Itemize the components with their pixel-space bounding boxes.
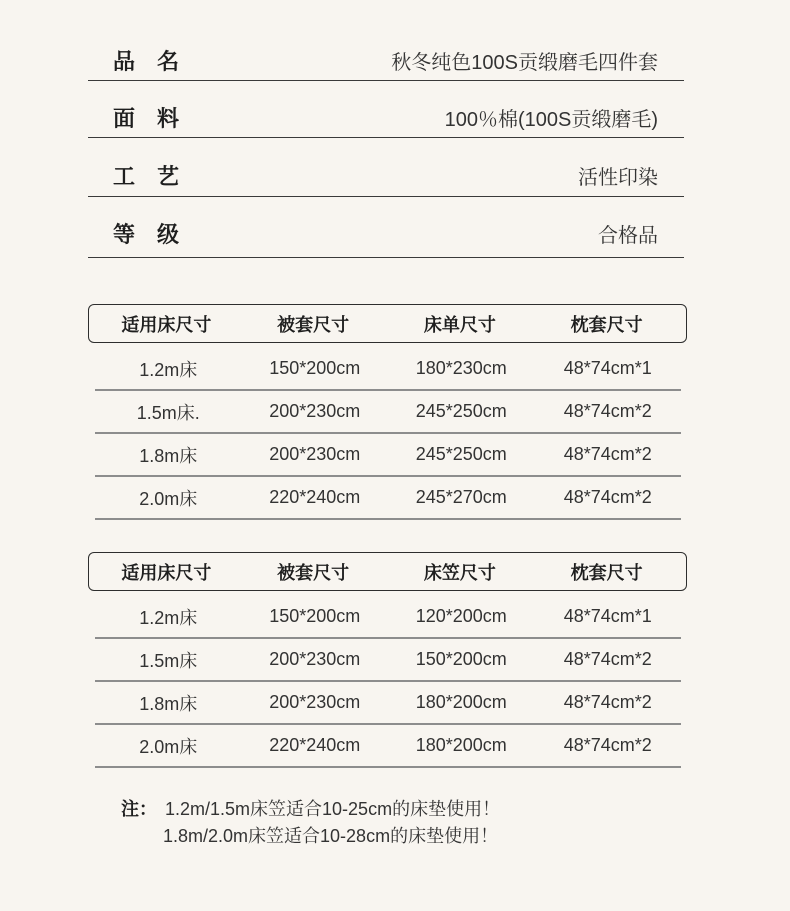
table-row	[95, 348, 681, 391]
column-header: 适用床尺寸	[121, 314, 212, 335]
note-line: 1.8m/2.0m床笠适合10-28cm的床垫使用！	[163, 826, 499, 846]
column-header: 适用床尺寸	[121, 562, 212, 583]
sheet-table-header	[88, 304, 687, 343]
fitted-table-body	[95, 596, 681, 768]
table-row	[95, 682, 681, 725]
table-cell: 48*74cm*2	[563, 649, 652, 669]
spec-label: 工艺	[113, 163, 202, 189]
spec-value: 合格品	[598, 225, 658, 247]
table-cell: 150*200cm	[415, 649, 507, 669]
table-cell: 180*200cm	[415, 692, 507, 712]
table-cell: 48*74cm*2	[563, 735, 652, 755]
table-cell: 150*200cm	[269, 606, 361, 626]
column-header: 床笠尺寸	[423, 562, 496, 583]
table-cell: 2.0m床	[139, 736, 198, 757]
fitted-table-header	[88, 552, 687, 591]
table-row	[95, 477, 681, 520]
spec-value: 秋冬纯色100S贡缎磨毛四件套	[391, 51, 658, 74]
table-cell: 1.5m床.	[136, 402, 200, 423]
column-header: 被套尺寸	[277, 314, 350, 335]
column-header: 被套尺寸	[277, 562, 350, 583]
table-cell: 1.5m床	[139, 650, 198, 671]
table-cell: 200*230cm	[269, 649, 361, 669]
table-cell: 245*270cm	[415, 487, 507, 507]
table-cell: 1.8m床	[139, 445, 198, 466]
table-cell: 1.8m床	[139, 693, 198, 714]
table-cell: 120*200cm	[415, 606, 507, 626]
table-cell: 48*74cm*1	[563, 606, 652, 626]
table-cell: 1.2m床	[139, 607, 198, 628]
table-cell: 150*200cm	[269, 358, 361, 378]
spec-row-grade	[88, 210, 684, 258]
table-cell: 200*230cm	[269, 401, 361, 421]
spec-label: 品名	[113, 48, 202, 74]
note-line: 1.2m/1.5m床笠适合10-25cm的床垫使用！	[165, 799, 501, 819]
spec-value: 100％棉(100S贡缎磨毛)	[444, 108, 658, 131]
table-cell: 245*250cm	[415, 444, 507, 464]
table-cell: 180*230cm	[415, 358, 507, 378]
spec-row-product-name	[88, 40, 684, 81]
spec-value: 活性印染	[578, 166, 658, 189]
table-cell: 48*74cm*1	[563, 358, 652, 378]
table-cell: 220*240cm	[269, 735, 361, 755]
spec-label: 等级	[113, 222, 202, 247]
table-row	[95, 434, 681, 477]
table-cell: 48*74cm*2	[563, 487, 652, 507]
table-row	[95, 639, 681, 682]
table-row	[95, 596, 681, 639]
table-cell: 1.2m床	[139, 359, 198, 380]
sheet-table-body	[95, 348, 681, 520]
column-header: 床单尺寸	[423, 314, 496, 335]
spec-row-process	[88, 154, 684, 197]
table-cell: 180*200cm	[415, 735, 507, 755]
table-cell: 48*74cm*2	[563, 401, 652, 421]
column-header: 枕套尺寸	[570, 314, 643, 335]
table-cell: 2.0m床	[139, 488, 198, 509]
spec-label: 面料	[113, 105, 202, 131]
table-cell: 200*230cm	[269, 444, 361, 464]
note-label: 注：	[121, 799, 157, 819]
table-cell: 200*230cm	[269, 692, 361, 712]
table-cell: 48*74cm*2	[563, 444, 652, 464]
table-cell: 220*240cm	[269, 487, 361, 507]
spec-row-material	[88, 97, 684, 138]
column-header: 枕套尺寸	[570, 562, 643, 583]
table-row	[95, 391, 681, 434]
table-row	[95, 725, 681, 768]
table-cell: 48*74cm*2	[563, 692, 652, 712]
table-cell: 245*250cm	[415, 401, 507, 421]
